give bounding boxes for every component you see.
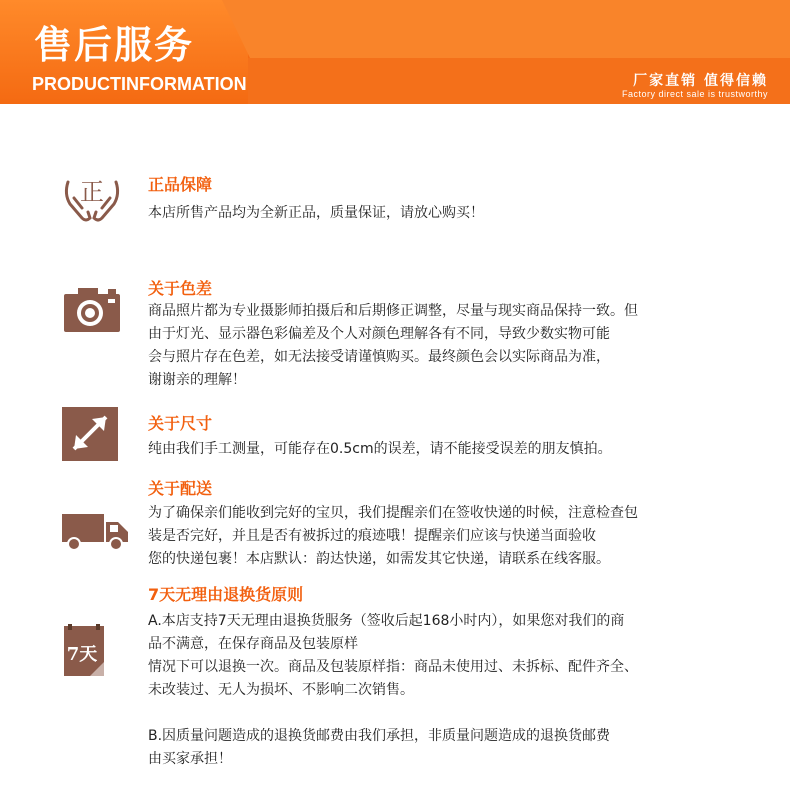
- section-title: 关于配送: [148, 479, 213, 498]
- svg-text:7天: 7天: [66, 644, 98, 665]
- section-title: 正品保障: [148, 175, 213, 194]
- section-title: 关于尺寸: [148, 414, 213, 433]
- body-line: 品不满意，在保存商品及包装原样: [148, 636, 358, 652]
- section-body: [148, 202, 708, 225]
- page-title: 售后服务: [34, 22, 195, 67]
- body-line: 谢谢亲的理解！: [148, 372, 246, 388]
- section-title: 7天无理由退换货原则: [148, 585, 304, 604]
- body-line: 未改装过、无人为损坏、不影响二次销售。: [148, 682, 414, 698]
- body-line: 为了确保亲们能收到完好的宝贝，我们提醒亲们在签收快递的时候，注意检查包: [148, 505, 638, 521]
- body-line: 会与照片存在色差，如无法接受请谨慎购买。最终颜色会以实际商品为准，: [148, 349, 610, 365]
- section-genuine: [60, 160, 760, 240]
- header-banner: [0, 0, 790, 104]
- body-line-blank: [148, 702, 708, 725]
- section-return-policy: [60, 580, 760, 780]
- body-line: 由买家承担！: [148, 751, 232, 767]
- section-size: [60, 405, 760, 475]
- section-body: [148, 300, 708, 392]
- slogan-english: Factory direct sale is trustworthy: [621, 89, 768, 99]
- slogan: 厂家直销 值得信赖: [633, 73, 768, 89]
- body-line: 您的快递包裹！本店默认：韵达快递，如需发其它快递，请联系在线客服。: [148, 551, 610, 567]
- hands-genuine-icon: [60, 168, 124, 232]
- section-body: [148, 438, 708, 461]
- section-delivery: [60, 476, 760, 576]
- body-line: B.因质量问题造成的退换货邮费由我们承担，非质量问题造成的退换货邮费: [148, 728, 611, 744]
- body-line: 由于灯光、显示器色彩偏差及个人对颜色理解各有不同，导致少数实物可能: [148, 326, 610, 342]
- body-line: 情况下可以退换一次。商品及包装原样指：商品未使用过、未拆标、配件齐全、: [148, 659, 638, 675]
- section-title: 关于色差: [148, 279, 213, 298]
- body-line: A.本店支持7天无理由退换货服务（签收后起168小时内），如果您对我们的商: [148, 613, 625, 629]
- page-subtitle: PRODUCTINFORMATION: [32, 74, 247, 94]
- svg-text:正: 正: [80, 178, 104, 206]
- truck-icon: [60, 510, 130, 556]
- calendar-7-days-icon: [60, 622, 110, 684]
- section-body: [148, 502, 708, 571]
- section-color-difference: [60, 270, 760, 400]
- body-line: 纯由我们手工测量，可能存在0.5cm的误差，请不能接受误差的朋友慎拍。: [148, 441, 612, 457]
- section-body: [148, 610, 708, 771]
- body-line: 装是否完好，并且是否有被拆过的痕迹哦！提醒亲们应该与快递当面验收: [148, 528, 596, 544]
- body-line: 商品照片都为专业摄影师拍摄后和后期修正调整，尽量与现实商品保持一致。但: [148, 303, 638, 319]
- resize-arrow-icon: [60, 405, 120, 467]
- body-line: 本店所售产品均为全新正品，质量保证，请放心购买！: [148, 205, 484, 221]
- camera-icon: [60, 284, 124, 338]
